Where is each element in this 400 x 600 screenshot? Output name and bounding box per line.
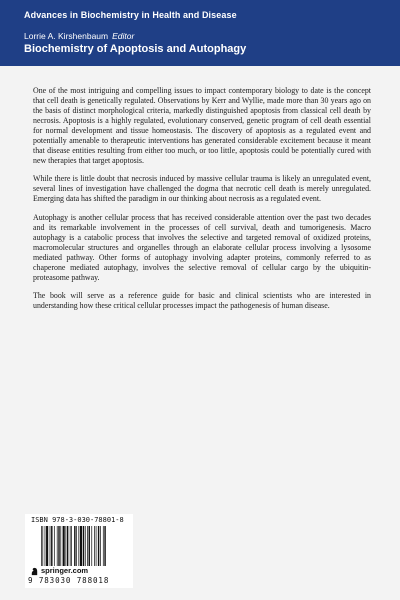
author-role: Editor [112, 31, 135, 41]
barcode-box [25, 514, 133, 588]
author-line [24, 31, 134, 41]
description-paragraph: One of the most intriguing and compelling issues to impact contemporary biology to date is the concept that cell death is genetically regulated. Observations by Kerr and Wyllie, made more than 30 years ago on the basis of distinct morphological criteria, markedly distinguished apoptosis from classical cell death by necrosis. Apoptosis is a highly regulated, evolutionary conserved, genetic program of cell death essential for normal development and tissue homeostasis. The discovery of apoptosis as a regulated event and potentially amenable to therapeutic interventions has generated considerable excitement because it meant that disease entities resulting from either too much, or too little, apoptosis could be potentially cured with new therapies that target apoptosis. [33, 86, 371, 166]
description-paragraph: Autophagy is another cellular process that has received considerable attention over the past two decades and its remarkable involvement in the processes of cell survival, death and tumorigenesis. Macro autophagy is a catabolic process that involves the selective and targeted removal of oxidized proteins, macromolecular structures and organelles through an elaborate cellular process involving a lysosome mediated pathway. Other forms of autophagy involving adapter proteins, commonly referred to as chaperone mediated autophagy, involves the selective removal of cellular cargo by the ubiquitin-proteasome pathway. [33, 212, 371, 282]
book-description [33, 86, 371, 319]
series-title: Advances in Biochemistry in Health and Disease [24, 10, 237, 20]
publisher-url: springer.com [41, 566, 89, 575]
isbn-label: ISBN 978-3-030-78801-8 [31, 516, 124, 524]
barcode-bars [41, 526, 127, 566]
barcode-digits: 9 783030 788018 [28, 576, 110, 585]
book-title: Biochemistry of Apoptosis and Autophagy [24, 43, 247, 55]
description-paragraph: The book will serve as a reference guide for basic and clinical scientists who are interested in understanding how these critical cellular processes impact the pathogenesis of human disease. [33, 290, 371, 310]
cover-header [0, 0, 400, 66]
springer-logo-icon [30, 567, 39, 576]
description-paragraph: While there is little doubt that necrosis induced by massive cellular trauma is likely an unregulated event, several lines of investigation have challenged the dogma that necrotic cell death is merely unregulated. Emerging data has shifted the paradigm in our thinking about necrosis as a regulated event. [33, 174, 371, 204]
author-name: Lorrie A. Kirshenbaum [24, 31, 109, 41]
